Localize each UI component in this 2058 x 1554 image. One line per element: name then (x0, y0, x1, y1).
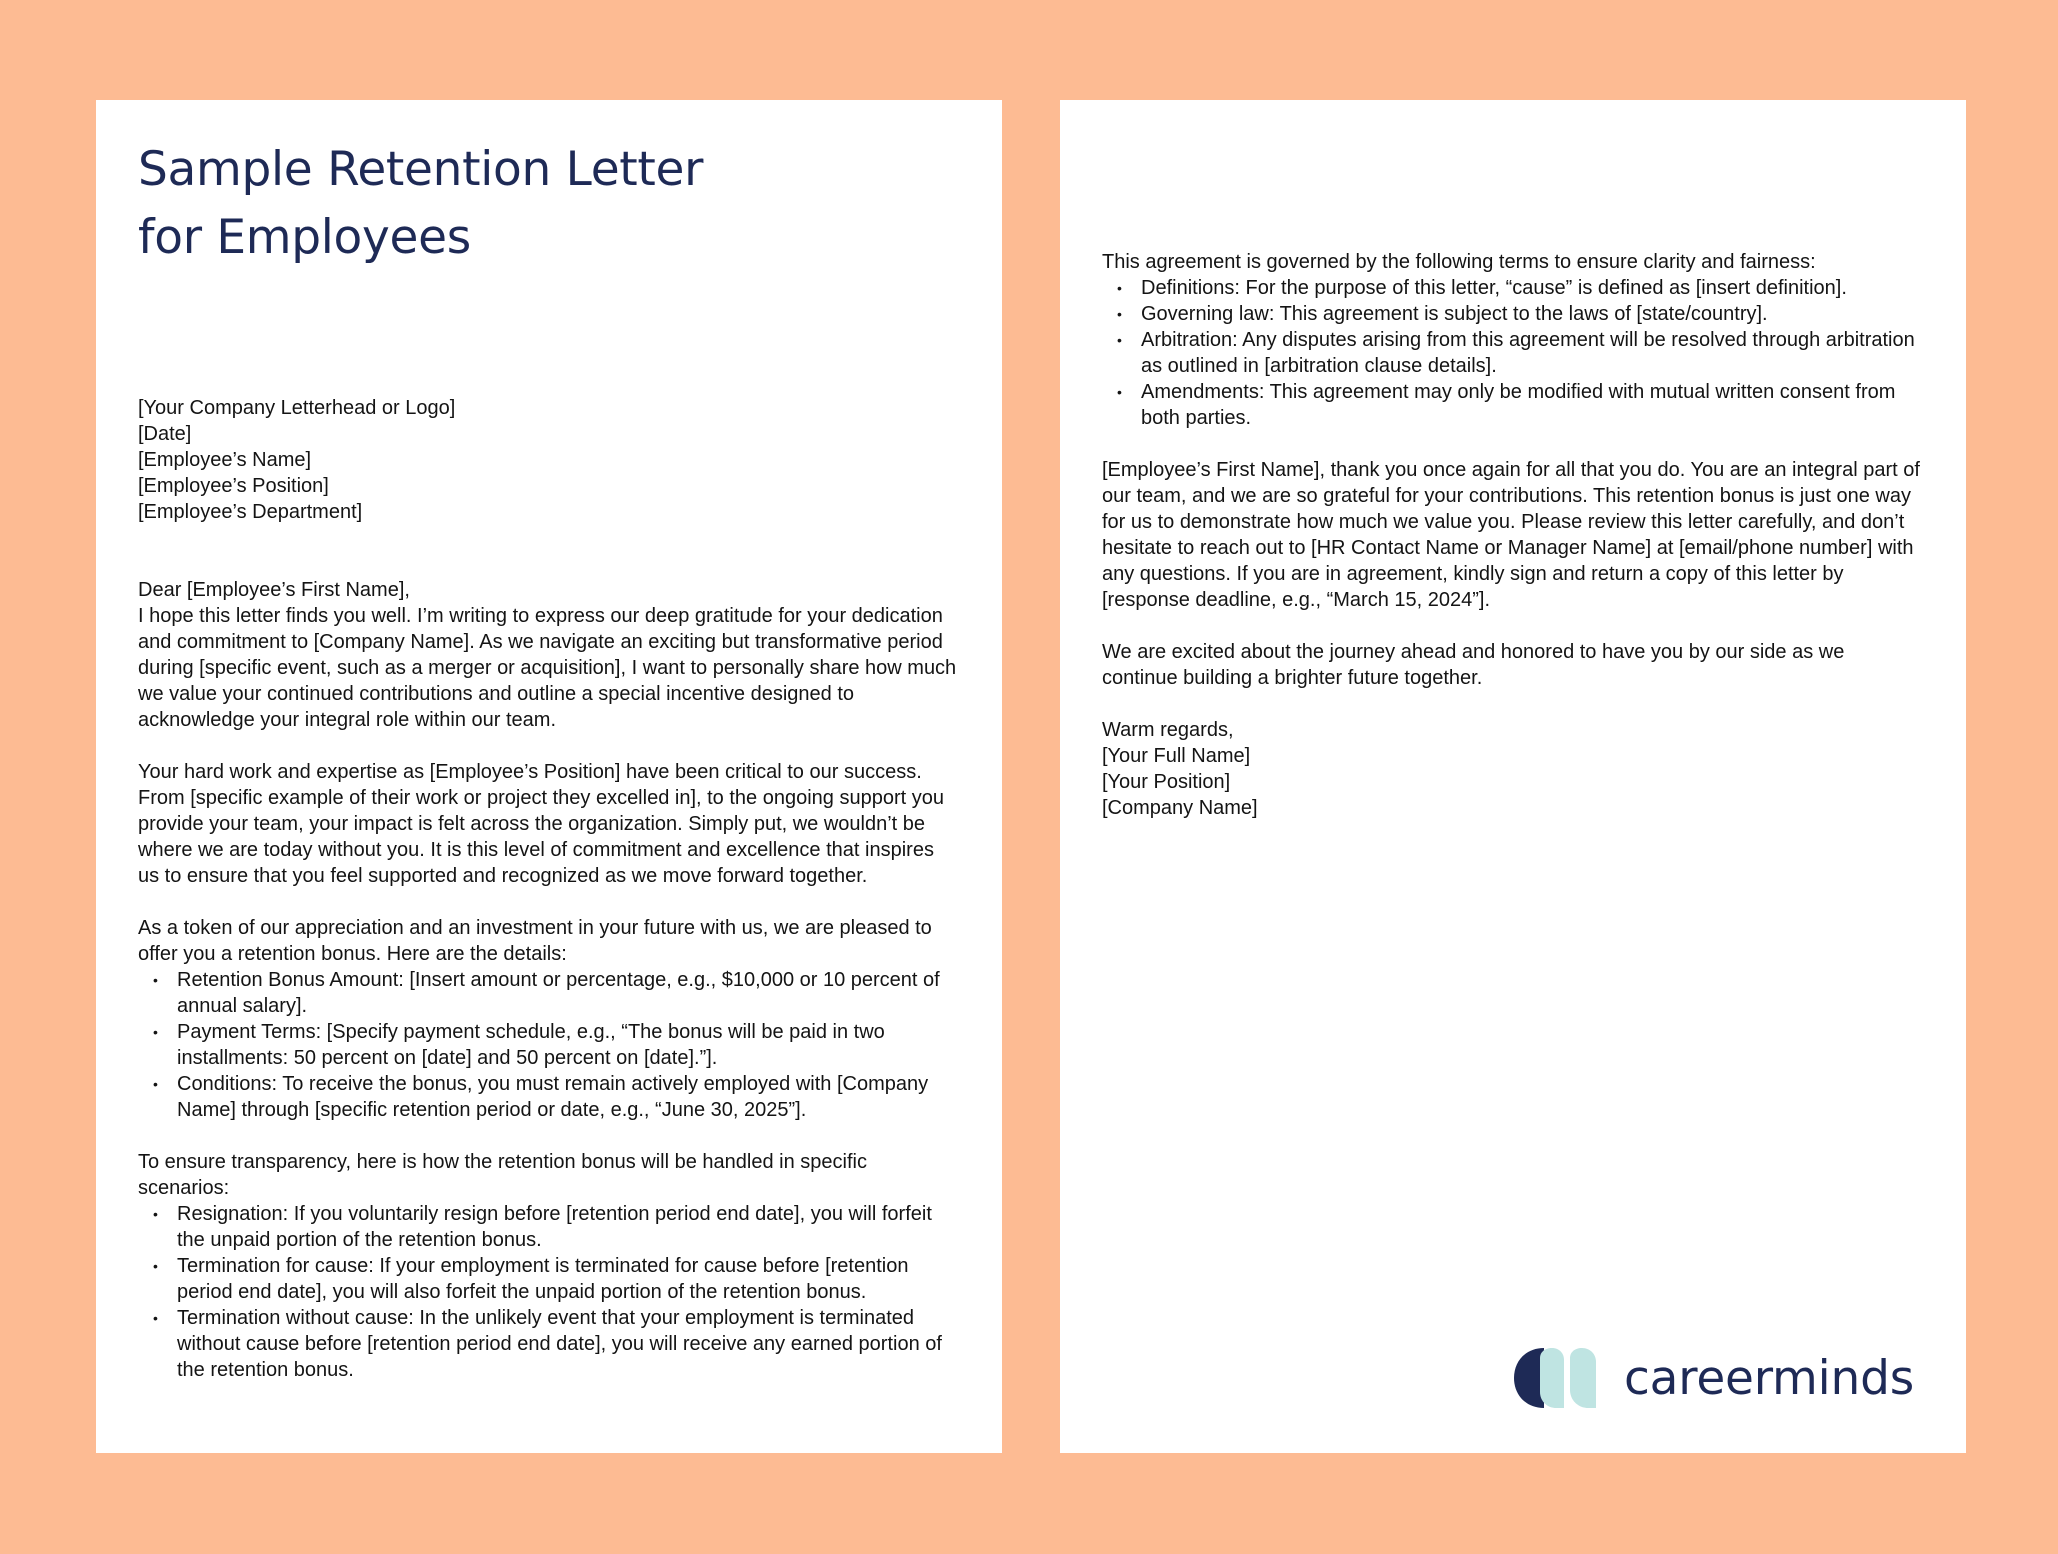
list-item (153, 1305, 958, 1383)
signature-position: [Your Position] (1102, 771, 1231, 793)
signature-full-name: [Your Full Name] (1102, 745, 1251, 767)
list-item (153, 1071, 958, 1123)
scenario-item-termination-for-cause: Termination for cause: If your employment is terminated for cause before [retention period end date], you will also forfeit the unpaid portion of the retention bonus. (177, 1255, 909, 1303)
bullet-icon: • (153, 972, 158, 988)
header-line-employee-department: [Employee’s Department] (138, 501, 363, 523)
bullet-icon: • (153, 1076, 158, 1092)
list-item (153, 1019, 958, 1071)
bullet-icon: • (153, 1310, 158, 1326)
logo-wordmark: careerminds (1624, 1350, 1915, 1406)
bullet-icon: • (1117, 384, 1122, 400)
bonus-details-list (138, 967, 958, 1123)
list-item (153, 967, 958, 1019)
bullet-icon: • (1117, 280, 1122, 296)
signature-company: [Company Name] (1102, 797, 1258, 819)
letter-body-right (1102, 249, 1920, 821)
terms-list (1102, 275, 1920, 431)
list-item (153, 1201, 958, 1253)
signoff: Warm regards, (1102, 719, 1234, 741)
careerminds-logo-icon (1512, 1346, 1606, 1410)
paragraph-closing: We are excited about the journey ahead and honored to have you by our side as we continue building a brighter future together. (1102, 641, 1845, 689)
scenarios-list (138, 1201, 958, 1383)
bonus-item-conditions: Conditions: To receive the bonus, you must remain actively employed with [Company Name] through [specific retention period or date, e.g., “June 30, 2025”]. (177, 1073, 929, 1121)
paragraph-thanks: [Employee’s First Name], thank you once again for all that you do. You are an integral part of our team, and we are so grateful for your contributions. This retention bonus is just one way for us to demonstrate how much we value you. Please review this letter carefully, and don’t hesitate to reach out to [HR Contact Name or Manager Name] at [email/phone number] with any questions. If you are in agreement, kindly sign and return a copy of this letter by [response deadline, e.g., “March 15, 2024”]. (1102, 459, 1920, 611)
scenario-item-resignation: Resignation: If you voluntarily resign before [retention period end date], you will forfeit the unpaid portion of the retention bonus. (177, 1203, 932, 1251)
letter-body-left (138, 395, 958, 1383)
header-line-employee-position: [Employee’s Position] (138, 475, 329, 497)
list-item (1117, 327, 1920, 379)
list-item (1117, 301, 1920, 327)
header-line-date: [Date] (138, 423, 192, 445)
bonus-item-payment-terms: Payment Terms: [Specify payment schedule, e.g., “The bonus will be paid in two installments: 50 percent on [date] and 50 percent on [date].”]. (177, 1021, 885, 1069)
letter-page-right (1060, 100, 1966, 1453)
bullet-icon: • (153, 1258, 158, 1274)
paragraph-terms-intro: This agreement is governed by the following terms to ensure clarity and fairness: (1102, 251, 1816, 273)
paragraph-appreciation: Your hard work and expertise as [Employee’s Position] have been critical to our success. From [specific example of their work or project they excelled in], to the ongoing support you provide your team, your impact is felt across the organization. Simply put, we wouldn’t be where we are today without you. It is this level of commitment and excellence that inspires us to ensure that you feel supported and recognized as we move forward together. (138, 761, 944, 887)
terms-item-amendments: Amendments: This agreement may only be modified with mutual written consent from both parties. (1141, 381, 1896, 429)
bonus-item-amount: Retention Bonus Amount: [Insert amount or percentage, e.g., $10,000 or 10 percent of annual salary]. (177, 969, 940, 1017)
letter-page-left (96, 100, 1002, 1453)
title-line-2: for Employees (138, 210, 471, 265)
bullet-icon: • (153, 1206, 158, 1222)
paragraph-scenarios-intro: To ensure transparency, here is how the retention bonus will be handled in specific scenarios: (138, 1151, 867, 1199)
header-line-letterhead: [Your Company Letterhead or Logo] (138, 397, 456, 419)
terms-item-arbitration: Arbitration: Any disputes arising from this agreement will be resolved through arbitration as outlined in [arbitration clause details]. (1141, 329, 1915, 377)
scenario-item-termination-without-cause: Termination without cause: In the unlikely event that your employment is terminated without cause before [retention period end date], you will receive any earned portion of the retention bonus. (177, 1307, 942, 1381)
terms-item-governing-law: Governing law: This agreement is subject to the laws of [state/country]. (1141, 303, 1768, 325)
terms-item-definitions: Definitions: For the purpose of this letter, “cause” is defined as [insert definition]. (1141, 277, 1847, 299)
header-line-employee-name: [Employee’s Name] (138, 449, 312, 471)
list-item (153, 1253, 958, 1305)
title-line-1: Sample Retention Letter (138, 142, 704, 197)
careerminds-logo (1512, 1346, 1914, 1410)
paragraph-bonus-offer: As a token of our appreciation and an investment in your future with us, we are pleased to offer you a retention bonus. Here are the details: (138, 917, 932, 965)
bullet-icon: • (1117, 306, 1122, 322)
bullet-icon: • (153, 1024, 158, 1040)
list-item (1117, 275, 1920, 301)
page-title (138, 136, 703, 272)
list-item (1117, 379, 1920, 431)
bullet-icon: • (1117, 332, 1122, 348)
paragraph-intro: I hope this letter finds you well. I’m writing to express our deep gratitude for your dedication and commitment to [Company Name]. As we navigate an exciting but transformative period during [specific event, such as a merger or acquisition], I want to personally share how much we value your continued contributions and outline a special incentive designed to acknowledge your integral role within our team. (138, 605, 957, 731)
salutation: Dear [Employee’s First Name], (138, 579, 410, 601)
